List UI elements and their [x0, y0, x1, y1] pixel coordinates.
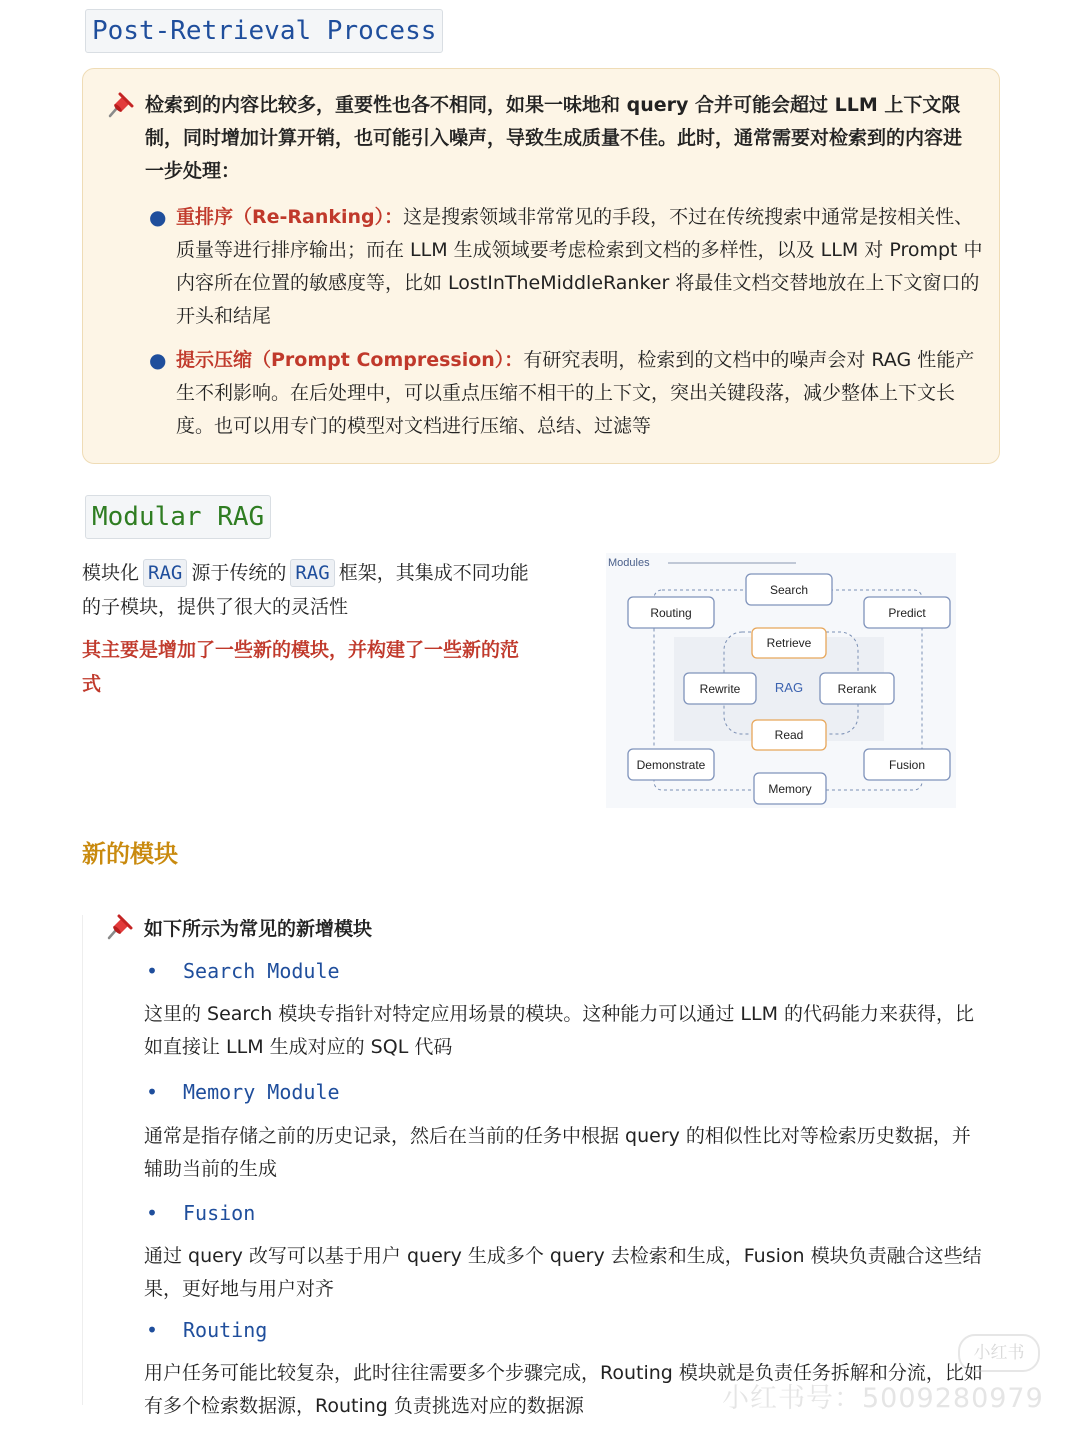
diagram-title: Modules — [608, 557, 650, 569]
modules-diagram — [606, 553, 956, 808]
center-rag-label: RAG — [774, 680, 804, 695]
module-title-text: Routing — [183, 1318, 268, 1342]
module-title-text: Memory Module — [183, 1080, 340, 1104]
node-demonstrate — [628, 749, 714, 780]
text-span: 框架，其集成不同功能的子模块，提供了很大的灵活性 — [82, 562, 529, 618]
module-title-text: Fusion — [183, 1201, 256, 1225]
node-label: Rewrite — [699, 682, 741, 696]
pushpin-icon — [104, 91, 134, 121]
node-label: Read — [774, 728, 804, 742]
code-chip: RAG — [143, 559, 187, 587]
section-border — [82, 915, 83, 1405]
node-rewrite — [684, 673, 756, 704]
node-label: Routing — [650, 606, 692, 620]
new-modules-intro: 如下所示为常见的新增模块 — [144, 918, 373, 940]
node-search — [746, 574, 832, 605]
node-label: Rerank — [837, 682, 877, 696]
post-retrieval-heading: Post-Retrieval Process — [85, 9, 443, 53]
bullet-dot: ● — [149, 348, 167, 372]
node-retrieve — [752, 628, 826, 658]
code-chip: RAG — [290, 559, 334, 587]
node-label: Retrieve — [766, 636, 812, 650]
node-label: Memory — [768, 782, 812, 796]
text-span: 源于传统的 — [191, 562, 287, 584]
node-predict — [864, 597, 950, 628]
bullet-text: 有研究表明，检索到的文档中的噪声会对 RAG 性能产生不利影响。在后处理中，可以重点压缩不相干的上下文，突出关键段落，减少整体上下文长度。也可以用专门的模型对文档进行压缩、总结、过滤等 — [176, 349, 975, 437]
modular-paragraph — [82, 556, 532, 624]
node-read — [752, 720, 826, 750]
node-label: Predict — [888, 606, 926, 620]
module-desc-routing: 用户任务可能比较复杂，此时往往需要多个步骤完成，Routing 模块就是负责任务拆解和分流，比如有多个检索数据源，Routing 负责挑选对应的数据源 — [144, 1362, 983, 1417]
bullet-dot: • — [146, 959, 159, 983]
new-modules-section — [82, 895, 1000, 1439]
module-desc-memory: 通常是指存储之前的历史记录，然后在当前的任务中根据 query 的相似性比对等检索历史数据，并辅助当前的生成 — [144, 1125, 971, 1180]
module-desc-fusion: 通过 query 改写可以基于用户 query 生成多个 query 去检索和生成，Fusion 模块负责融合这些结果，更好地与用户对齐 — [144, 1245, 982, 1300]
bullet-reranking — [145, 201, 985, 333]
modular-highlight: 其主要是增加了一些新的模块，并构建了一些新的范式 — [82, 639, 520, 695]
post-retrieval-callout — [82, 68, 1000, 464]
node-memory — [754, 773, 826, 804]
bullet-term: 重排序（Re-Ranking）： — [176, 206, 404, 228]
watermark-logo: 小红书 — [958, 1334, 1040, 1372]
bullet-text: 这是搜索领域非常常见的手段，不过在传统搜索中通常是按相关性、质量等进行排序输出；而在 LLM 生成领域要考虑检索到文档的多样性，以及 LLM 对 Prompt 中内容所在位置的敏感度等，比如 LostInTheMiddleRanker 将最佳文档交替地放在上下文窗口的开头和结尾 — [176, 206, 983, 327]
bullet-prompt-compression — [145, 344, 985, 443]
module-title-text: Search Module — [183, 959, 340, 983]
node-label: Search — [769, 583, 809, 597]
bullet-dot: • — [146, 1318, 159, 1342]
callout-intro: 检索到的内容比较多，重要性也各不相同，如果一味地和 query 合并可能会超过 LLM 上下文限制，同时增加计算开销，也可能引入噪声，导致生成质量不佳。此时，通常需要对检索到的内容进一步处理： — [145, 94, 963, 182]
node-label: Demonstrate — [636, 758, 706, 772]
bullet-dot: • — [146, 1080, 159, 1104]
node-fusion — [864, 749, 950, 780]
bullet-term: 提示压缩（Prompt Compression）： — [176, 349, 524, 371]
node-rerank — [820, 673, 894, 704]
bullet-dot: • — [146, 1201, 159, 1225]
module-desc-search: 这里的 Search 模块专指针对特定应用场景的模块。这种能力可以通过 LLM 的代码能力来获得，比如直接让 LLM 生成对应的 SQL 代码 — [144, 1003, 974, 1058]
new-modules-heading: 新的模块 — [82, 840, 178, 868]
bullet-dot: ● — [149, 205, 167, 229]
watermark-text: 小红书号：5009280979 — [722, 1383, 1044, 1414]
node-routing — [628, 597, 714, 628]
node-label: Fusion — [888, 758, 926, 772]
text-span: 模块化 — [82, 562, 140, 584]
modular-rag-heading: Modular RAG — [85, 495, 271, 539]
pushpin-icon — [103, 913, 133, 943]
callout-bullets — [145, 201, 985, 454]
